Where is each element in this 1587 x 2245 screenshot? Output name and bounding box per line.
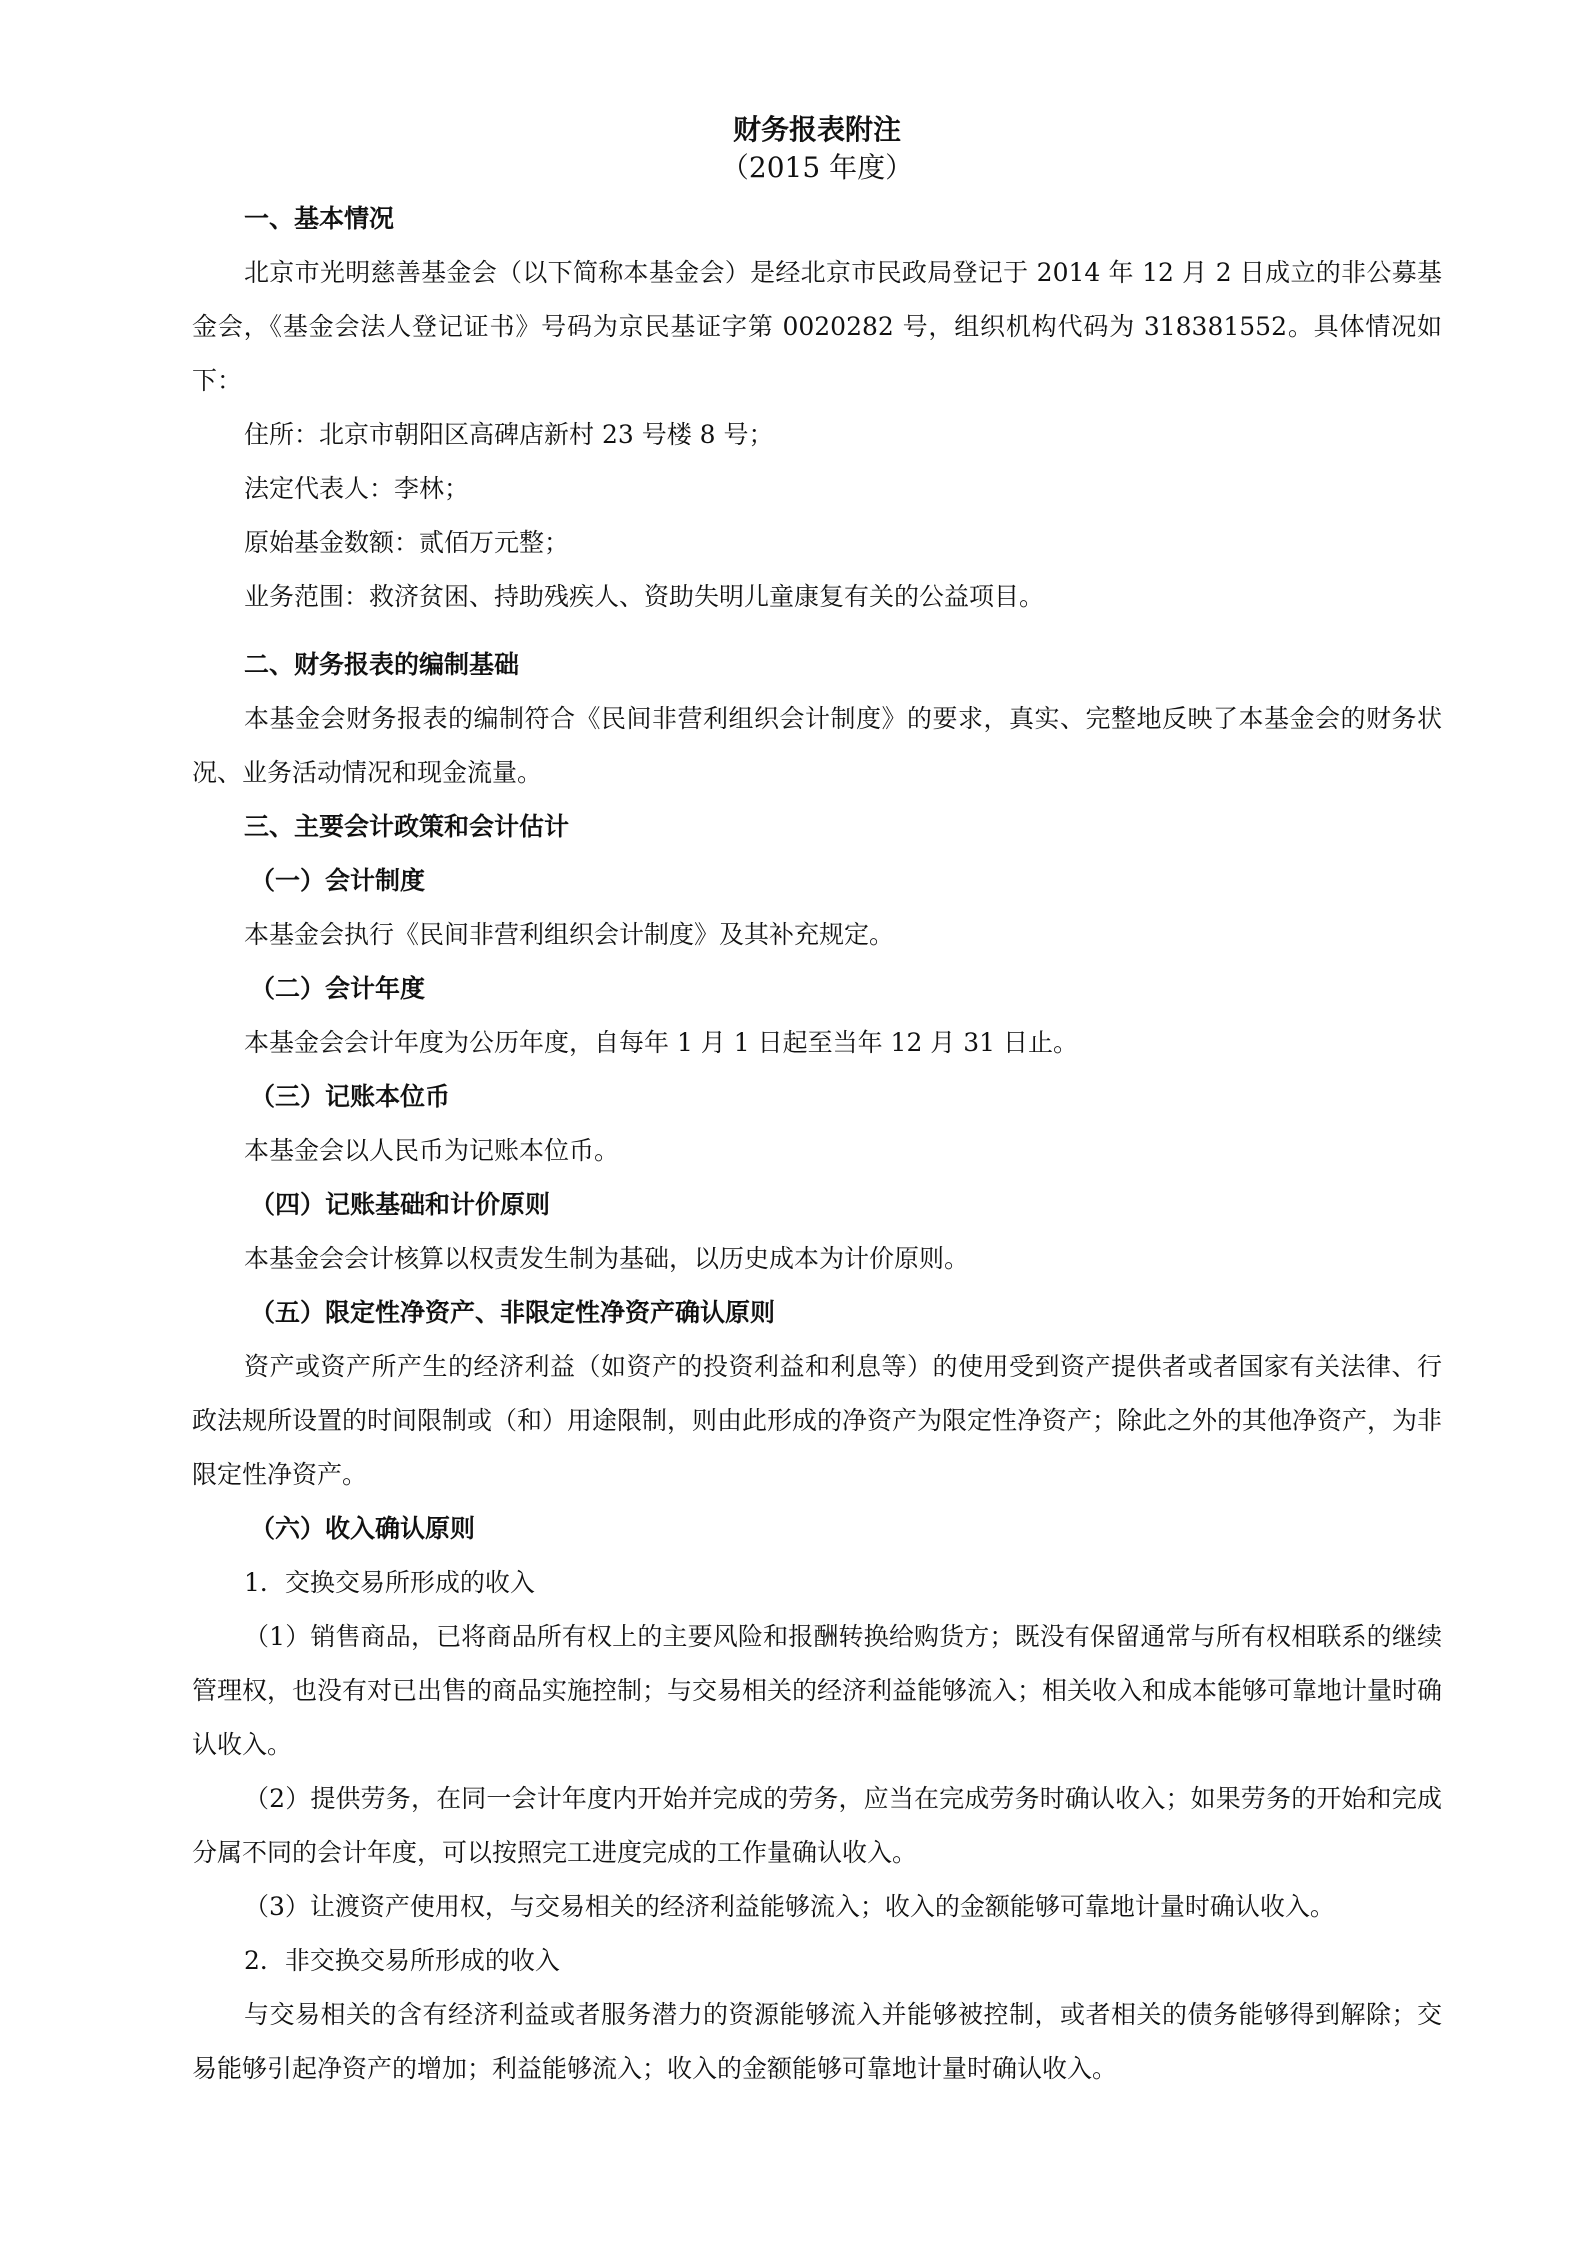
subsection-5-heading: （五）限定性净资产、非限定性净资产确认原则 [250, 1298, 776, 1327]
income-paragraph-4: 与交易相关的含有经济利益或者服务潜力的资源能够流入并能够被控制，或者相关的债务能够得到解除；交易能够引起净资产的增加；利益能够流入；收入的金额能够可靠地计量时确认收入。 [192, 2000, 1442, 2083]
subsection-3-text: 本基金会以人民币为记账本位币。 [244, 1136, 620, 1165]
subsection-2-text: 本基金会会计年度为公历年度，自每年 1 月 1 日起至当年 12 月 31 日止。 [244, 1028, 1079, 1057]
section-1-address: 住所：北京市朝阳区高碑店新村 23 号楼 8 号； [244, 420, 774, 449]
document-body [192, 112, 1442, 2096]
income-item-2: 2．非交换交易所形成的收入 [244, 1946, 560, 1975]
section-gap [192, 624, 1442, 638]
section-1-heading: 一、基本情况 [244, 204, 395, 233]
income-paragraph-3: （3）让渡资产使用权，与交易相关的经济利益能够流入；收入的金额能够可靠地计量时确认收入。 [244, 1892, 1335, 1921]
section-2-heading: 二、财务报表的编制基础 [244, 650, 520, 679]
income-item-1: 1．交换交易所形成的收入 [244, 1568, 535, 1597]
subsection-1-heading: （一）会计制度 [250, 866, 426, 895]
section-1-intro: 北京市光明慈善基金会（以下简称本基金会）是经北京市民政局登记于 2014 年 12 月 2 日成立的非公募基金会，《基金会法人登记证书》号码为京民基证字第 0020282 号，组织机构代码为 318381552。具体情况如下： [192, 258, 1442, 395]
subsection-2-heading: （二）会计年度 [250, 974, 426, 1003]
document-subtitle: （2015 年度） [720, 151, 914, 184]
subsection-1-text: 本基金会执行《民间非营利组织会计制度》及其补充规定。 [244, 920, 895, 949]
section-2-text: 本基金会财务报表的编制符合《民间非营利组织会计制度》的要求，真实、完整地反映了本基金会的财务状况、业务活动情况和现金流量。 [192, 704, 1442, 787]
section-3-heading: 三、主要会计政策和会计估计 [244, 812, 570, 841]
subsection-5-text: 资产或资产所产生的经济利益（如资产的投资利益和利息等）的使用受到资产提供者或者国家有关法律、行政法规所设置的时间限制或（和）用途限制，则由此形成的净资产为限定性净资产；除此之外的其他净资产，为非限定性净资产。 [192, 1352, 1443, 1489]
document-title: 财务报表附注 [732, 113, 901, 146]
subsection-6-heading: （六）收入确认原则 [250, 1514, 476, 1543]
section-1-scope: 业务范围：救济贫困、持助残疾人、资助失明儿童康复有关的公益项目。 [244, 582, 1045, 611]
subsection-3-heading: （三）记账本位币 [250, 1082, 451, 1111]
income-paragraph-2: （2）提供劳务，在同一会计年度内开始并完成的劳务，应当在完成劳务时确认收入；如果劳务的开始和完成分属不同的会计年度，可以按照完工进度完成的工作量确认收入。 [192, 1784, 1442, 1867]
subsection-4-text: 本基金会会计核算以权责发生制为基础，以历史成本为计价原则。 [244, 1244, 970, 1273]
section-1-representative: 法定代表人：李林； [244, 474, 470, 503]
income-paragraph-1: （1）销售商品，已将商品所有权上的主要风险和报酬转换给购货方；既没有保留通常与所有权相联系的继续管理权，也没有对已出售的商品实施控制；与交易相关的经济利益能够流入；相关收入和成本能够可靠地计量时确认收入。 [192, 1622, 1443, 1759]
subsection-4-heading: （四）记账基础和计价原则 [250, 1190, 551, 1219]
section-1-fund: 原始基金数额：贰佰万元整； [244, 528, 570, 557]
